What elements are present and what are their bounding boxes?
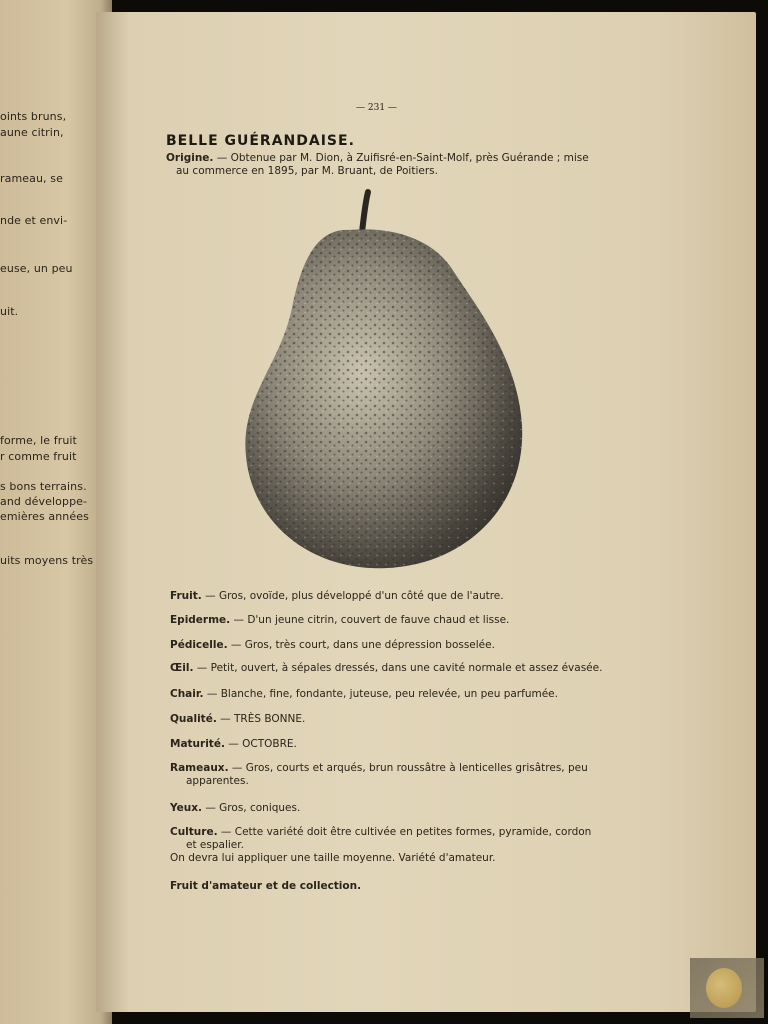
entry-continuation: au commerce en 1895, par M. Bruant, de Poitiers. [176,165,438,177]
entry-text: — Blanche, fine, fondante, juteuse, peu relevée, un peu parfumée. [203,688,558,700]
entry-culture [170,826,620,852]
left-text-line: uits moyens très [0,554,94,567]
entry-continuation: et espalier. [186,839,244,851]
entry-text: — TRÈS BONNE. [216,713,306,725]
entry-text: — Gros, très court, dans une dépression bosselée. [227,639,495,651]
pear-stem [362,192,368,232]
left-text-line: nde et envi- [0,214,68,227]
left-text-line: aune citrin, [0,126,64,139]
left-text-line: s bons terrains. [0,480,87,493]
left-text-line: and développe- [0,495,88,508]
entry-rameaux [170,762,620,788]
page-title: BELLE GUÉRANDAISE. [166,133,355,149]
entry-label: Epiderme. [170,614,231,626]
entry-pedicelle [170,639,620,652]
left-text-line: oints bruns, [0,110,67,123]
entry-label: Œil. [170,662,194,674]
left-text-line: forme, le fruit [0,434,77,447]
closing-line: Fruit d'amateur et de collection. [170,880,362,892]
entry-oeil [170,662,620,675]
entry-text: — OCTOBRE. [224,738,297,750]
entry-text: — Obtenue par M. Dion, à Zuifisré-en-Saint-Molf, près Guérande ; mise [213,152,589,164]
entry-label: Culture. [170,826,218,838]
pear-thumbnail-icon [706,968,742,1008]
entry-label: Fruit. [170,590,202,602]
left-text-line: r comme fruit [0,450,77,463]
entry-chair [170,688,620,701]
left-text-line: rameau, se [0,172,63,185]
origin-entry [166,152,606,178]
entry-label: Origine. [166,152,214,164]
pear-illustration [238,188,530,574]
pear-texture [245,229,522,568]
page-number: — 231 — [356,103,397,113]
culture-note: On devra lui appliquer une taille moyenne. Variété d'amateur. [170,852,496,864]
entry-continuation: apparentes. [186,775,249,787]
entry-label: Pédicelle. [170,639,228,651]
entry-text: — Cette variété doit être cultivée en petites formes, pyramide, cordon [217,826,592,838]
entry-text: — Gros, coniques. [202,802,301,814]
entry-qualite [170,713,620,726]
entry-text: — Petit, ouvert, à sépales dressés, dans une cavité normale et assez évasée. [193,662,603,674]
entry-text: — D'un jeune citrin, couvert de fauve chaud et lisse. [230,614,510,626]
entry-yeux [170,802,620,815]
entry-label: Maturité. [170,738,225,750]
left-text-line: emières années [0,510,89,523]
entry-text: — Gros, ovoïde, plus développé d'un côté que de l'autre. [201,590,504,602]
entry-label: Yeux. [170,802,202,814]
entry-fruit [170,590,620,603]
entry-maturite [170,738,620,751]
entry-label: Rameaux. [170,762,229,774]
left-text-line: uit. [0,305,19,318]
entry-label: Qualité. [170,713,217,725]
entry-label: Chair. [170,688,204,700]
left-text-line: euse, un peu [0,262,73,275]
entry-text: — Gros, courts et arqués, brun roussâtre à lenticelles grisâtres, peu [228,762,588,774]
entry-epiderme [170,614,620,627]
